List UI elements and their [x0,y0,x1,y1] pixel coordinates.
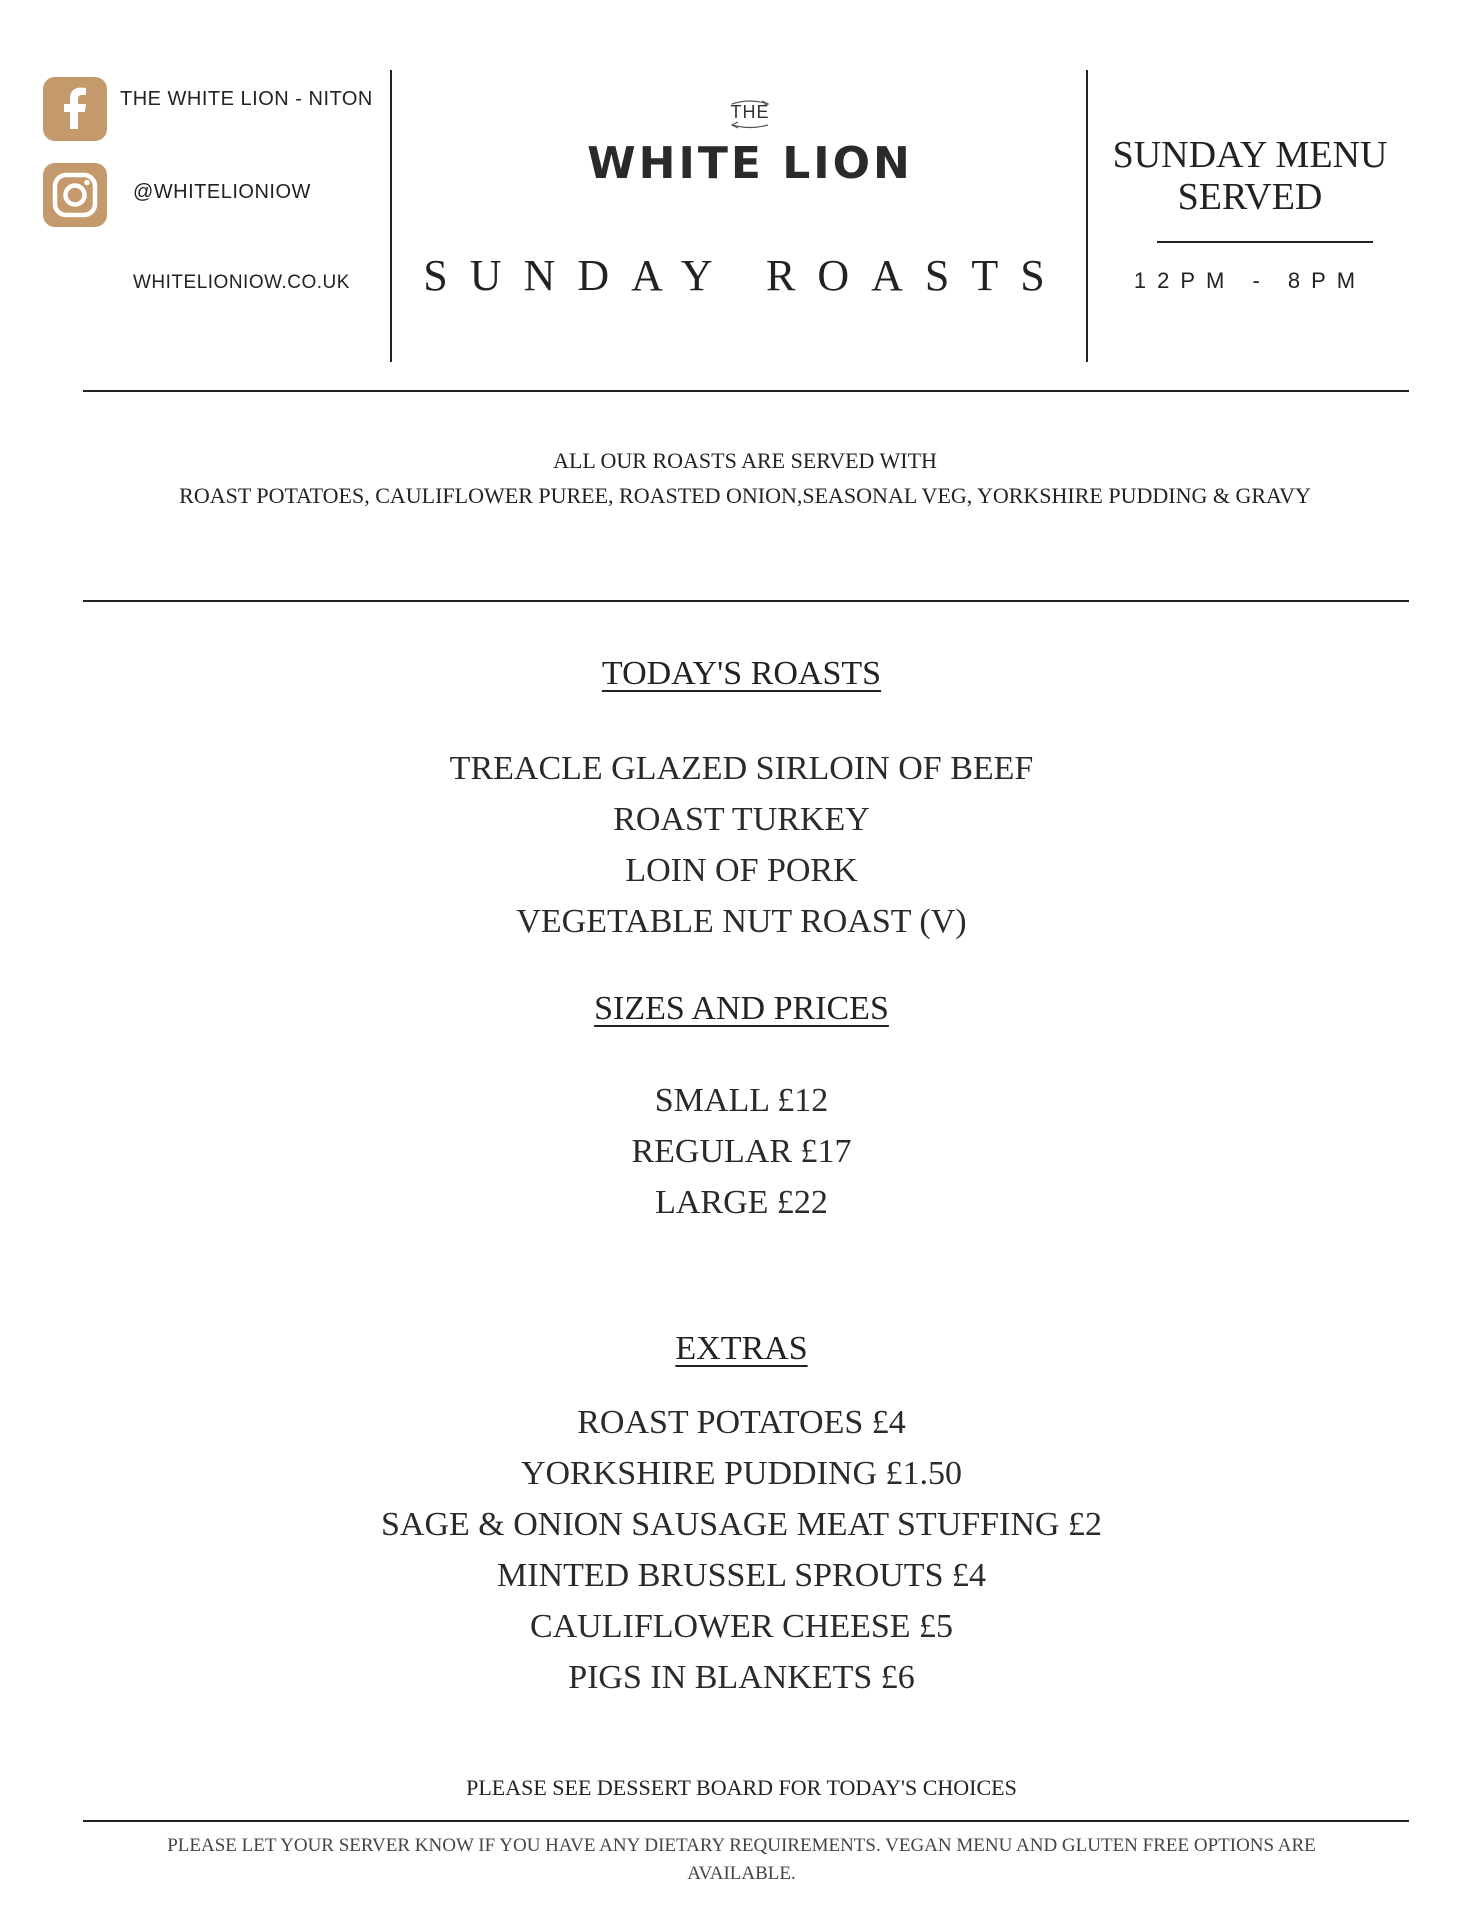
list-item: LOIN OF PORK [625,852,858,889]
roasts-heading-text: TODAY'S ROASTS [601,655,882,692]
list-item: ROAST POTATOES £4 [577,1404,906,1441]
list-item: ROAST TURKEY [613,801,870,838]
extras-heading-text: EXTRAS [675,1330,808,1367]
page-title: SUNDAY ROASTS [423,251,1067,300]
served-hours: 12PM - 8PM [1133,268,1367,293]
list-item: CAULIFLOWER CHEESE £5 [529,1608,954,1645]
header-divider-left [390,70,392,362]
extras-list [0,1397,1483,1703]
header-divider-right [1086,70,1088,362]
list-item: LARGE £22 [655,1184,828,1221]
website-link[interactable]: WHITELIONIOW.CO.UK [133,272,350,293]
logo-name: WHITE LION [587,138,913,189]
footer-rule [83,1820,1409,1822]
dietary-note: PLEASE LET YOUR SERVER KNOW IF YOU HAVE ANY DIETARY REQUIREMENTS. VEGAN MENU AND GLUTEN FREE OPTIONS ARE AVAILABLE. [167,1835,1316,1884]
logo-the: THE [730,102,770,122]
header-rule [83,390,1409,392]
list-item: MINTED BRUSSEL SPROUTS £4 [497,1557,986,1594]
intro-line-1: ALL OUR ROASTS ARE SERVED WITH [553,448,937,473]
intro-line-2: ROAST POTATOES, CAULIFLOWER PUREE, ROASTED ONION,SEASONAL VEG, YORKSHIRE PUDDING & GRAVY [179,483,1311,508]
sizes-heading-text: SIZES AND PRICES [594,990,889,1027]
extras-heading [0,1330,1483,1368]
roasts-list [0,743,1483,947]
served-title: SUNDAY MENU SERVED [1112,134,1388,218]
instagram-icon[interactable] [43,163,107,227]
list-item: VEGETABLE NUT ROAST (V) [516,903,967,940]
served-underline [1157,241,1373,243]
facebook-page-name[interactable]: THE WHITE LION - NITON [120,88,373,110]
list-item: REGULAR £17 [631,1133,852,1170]
list-item: YORKSHIRE PUDDING £1.50 [520,1455,963,1492]
list-item: TREACLE GLAZED SIRLOIN OF BEEF [449,750,1034,787]
list-item: PIGS IN BLANKETS £6 [568,1659,915,1696]
sizes-heading [0,990,1483,1028]
list-item: SAGE & ONION SAUSAGE MEAT STUFFING £2 [381,1506,1102,1543]
list-item: SMALL £12 [654,1082,829,1119]
dessert-note: PLEASE SEE DESSERT BOARD FOR TODAY'S CHOICES [466,1775,1017,1800]
roasts-heading [0,655,1483,693]
facebook-icon[interactable] [43,77,107,141]
instagram-handle[interactable]: @WHITELIONIOW [133,181,311,203]
sizes-list [0,1075,1483,1228]
intro-rule [83,600,1409,602]
